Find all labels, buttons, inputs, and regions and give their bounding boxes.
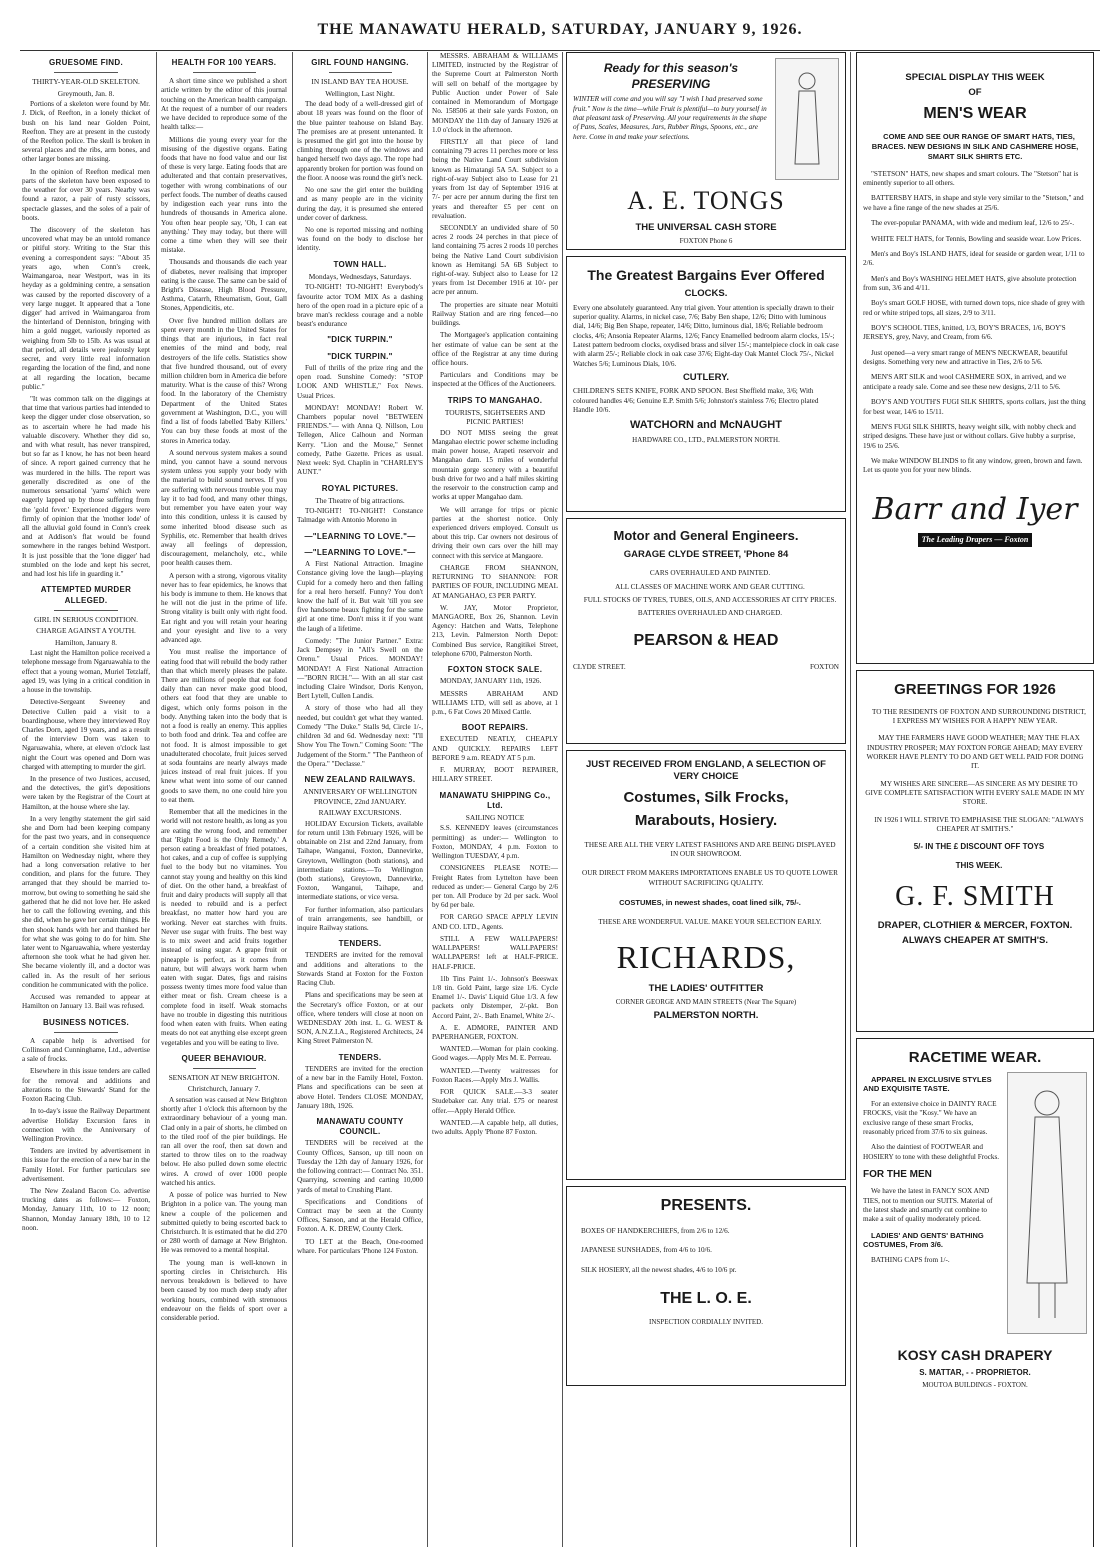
ad-title: GREETINGS FOR 1926	[894, 681, 1056, 698]
ad-subtitle: ALWAYS CHEAPER AT SMITH'S.	[901, 934, 1048, 946]
ad-title: PRESENTS.	[660, 1197, 752, 1214]
ad-line: THIS WEEK.	[955, 860, 1003, 870]
ad-line: THESE ARE ALL THE VERY LATEST FASHIONS AND ARE BEING DISPLAYED IN OUR SHOWROOM.	[584, 840, 836, 859]
film-title: "DICK TURPIN."	[327, 351, 393, 361]
ad-heading: CLOCKS.	[684, 288, 728, 300]
paragraph: SECONDLY an undivided share of 50 acres 2 roods 24 perches in that piece of land containing 75 acres 2 roods 10 perches being the Native Land Court subdivision known as Hemitangi 5A 6B Subject to right-of-way. Subject also to Lease for 12 years from 1st December 1916 at 10/- per acre per annum.	[432, 223, 558, 297]
ad-title: Ready for this season's PRESERVING	[603, 61, 739, 91]
column-rule	[562, 52, 563, 1547]
dateline: Wellington, Last Night.	[325, 88, 395, 98]
paragraph: Tenders are invited by advertisement in this issue for the erection of a new bar in the Family Hotel. For further particulars see advertisement.	[22, 1147, 150, 1183]
ad-line: We make WINDOW BLINDS to fit any window, green, brown and fawn. Let us quote you for your new blinds.	[863, 457, 1083, 475]
ad-line: THESE ARE WONDERFUL VALUE. MAKE YOUR SELECTION EARLY.	[598, 917, 822, 926]
subheadline: The Theatre of big attractions.	[315, 495, 405, 505]
paragraph: In a very lengthy statement the girl said she and Dorn had been keeping company for the past two years, and in consequence of a certain condition she visited him at Hamilton on Wednesday night, where they had a long conversation relative to her condition, and plans for the future. They arranged that they should be married to-morrow, but owing to something he said she gathered that he did not love her. He asked her to call the following evening, and this she did, when he gave her certain things. He then shook hands with her and thanked her for what she was going to do for him. She later went to Ngaruawahia, where yesterday afternoon she took what he had given her. She became violently ill, and a doctor was called in. As the result of her serious condition he communicated with the police.	[22, 814, 150, 989]
dateline: Christchurch, January 7.	[187, 1084, 261, 1094]
paragraph: The properties are situate near Motuiti Railway Station and are ring fenced—no buildings.	[432, 300, 558, 328]
ad-line: COME AND SEE OUR RANGE OF SMART HATS, TIES, BRACES. NEW DESIGNS IN SILK AND CASHMERE HOSE, SMART SILK SHIRTS ETC.	[871, 132, 1079, 161]
subheadline: SENSATION AT NEW BRIGHTON.	[168, 1073, 280, 1082]
subheadline: CHARGE AGAINST A YOUTH.	[36, 626, 136, 636]
paragraph: In the presence of two Justices, accused, and the detectives, the girl's depositions were taken by the Registrar of the Court at Hamilton, at the house where she lay.	[22, 775, 150, 811]
paragraph: "It was common talk on the diggings at that time that various parties had intended to keep the digger under close observation, so as to ascertain where he had made his valuable discovery. Whether they did so, and with what result, has never transpired, but so far as I know, he has not been heard of since. A report gained currency that he was murdered in the hills. The report was generally discredited as one of the numerous sensational 'yarns' which were eagerly lapped up by those suffering from the 'gold fever.' Experienced diggers were firmly of opinion that the 'mother lode' of all the alluvial gold found in Conn's creek and at Addison's flat would be found somewhere in the ranges behind Westport. It is just possible that the 'lone digger' had stumbled on the lode and kept his secret, and had lost his life in guarding it."	[22, 394, 150, 579]
dateline: Greymouth, Jan. 8.	[57, 88, 115, 98]
ad-subtitle: PALMERSTON NORTH.	[653, 1010, 759, 1022]
dateline: Hamilton, January 8.	[55, 637, 117, 647]
paragraph: Over five hundred million dollars are spent every month in the United States for things that are injurious, in fact real enemies of the mind and body, real destroyers of the life cells. Statistics show that five hundred thousand, out of every million children born in America die before maturity. What is the cause of this? Wrong food. In the laboratory of the Chemistry Department of the United States government at Washington, D.C., you will find a list of foods labelled 'Baby Killers.' You can buy these foods at most of the stores in America today.	[161, 316, 287, 445]
paragraph: WANTED.—Woman for plain cooking. Good wages.—Apply Mrs M. E. Perreau.	[432, 1045, 558, 1063]
ad-title: RACETIME WEAR.	[908, 1049, 1042, 1066]
column-2	[161, 52, 287, 1547]
ad-kosy	[856, 1038, 1094, 1547]
ad-top: JUST RECEIVED FROM ENGLAND, A SELECTION OF VERY CHOICE	[586, 759, 826, 783]
ad-line: Men's and Boy's ISLAND HATS, ideal for seaside or garden wear, 1/11 to 2/6.	[863, 249, 1085, 268]
ad-name: RICHARDS,	[616, 939, 796, 976]
headline: ATTEMPTED MURDER ALLEGED.	[40, 585, 132, 605]
lady-illustration	[1007, 1072, 1087, 1334]
headline: MANAWATU SHIPPING Co., Ltd.	[439, 790, 551, 810]
paragraph: Elsewhere in this issue tenders are called for the removal and additions and alterations to the Stewards' Stand for the Foxton Racing Club.	[22, 1067, 150, 1104]
paragraph: MESSRS. ABRAHAM & WILLIAMS LIMITED, instructed by the Registrar of the Supreme Court at Palmerston North will sell on behalf of the mortgagee by Public Auction under Power of Sale contained in Memorandum of Mortgage No. 158506 at their sale yards Foxton, on MONDAY the 11th day of January 1926 at 1.0 o'clock in the afternoon.	[432, 52, 558, 134]
headline: BOOT REPAIRS.	[461, 723, 529, 733]
subheadline: GIRL IN SERIOUS CONDITION.	[33, 614, 138, 624]
column-1	[22, 52, 150, 1547]
paragraph: TENDERS are invited for the removal and additions and alterations to the Stewards Stand at Foxton for the Foxton Racing Club.	[297, 951, 423, 988]
paragraph: 1lb Tins Paint 1/-. Johnson's Beeswax 1/8 tin. Gold Paint, large size 1/6. Cycle Enamel 1/-. Davis' Liquid Glue 1/3. A few packets only Distemper, 2/-pkt. Bon Accord Paint, 2/-. Bath Enamel, White 2/-.	[432, 974, 558, 1020]
paragraph: CHARGE FROM SHANNON, RETURNING TO SHANNON: FOR PARTIES OF FOUR, INCLUDING MEAL AT MANGAHAO, £3 PER PARTY.	[432, 563, 558, 600]
paragraph: In to-day's issue the Railway Department advertise Holiday Excursion fares in connection with the Anniversary of Wellington Province.	[22, 1107, 150, 1143]
headline: TOWN HALL.	[333, 259, 387, 269]
ad-line: We have the latest in FANCY SOX AND TIES, not to mention our SUITS. Material of the latest shade and smartly cut combine to make a suit of quality moderately priced.	[863, 1187, 993, 1224]
paragraph: Comedy: "The Junior Partner." Extra: Jack Dempsey in "All's Swell on the Orenu." Usual Prices. MONDAY! MONDAY! A First National Attraction —"BORN RICH."— With an all star cast including Claire Windsor, Doris Kenyon, Bert Lytell, Cullen Landis.	[297, 636, 423, 701]
ad-line: 5/- IN THE £ DISCOUNT OFF TOYS	[913, 842, 1045, 852]
ad-line: BATTERSBY HATS, in shape and style very similar to the "Stetson," and we have a fine range of the new shades at 25/6.	[863, 194, 1084, 212]
ad-place-left: CLYDE STREET.	[573, 663, 626, 672]
paragraph: Specifications and Conditions of Contract may be seen at the County Offices, Sanson, and at the Herald Office, Foxton. A. K. DREW, County Clerk.	[297, 1197, 423, 1234]
paragraph: DO NOT MISS seeing the great Mangahao electric power scheme including main power house, Arapeti reservoir and Mangahao dam. 15 miles of wonderful mountain gorge scenery with a beautiful bush drive for two and a half miles skirting the reservoir to the construction camp and works at upper Mangahao dam.	[432, 428, 558, 502]
ad-body: CHILDREN'S SETS KNIFE, FORK AND SPOON. Best Sheffield make, 3/6; With coloured handles 4/6; Genuine E.P. Smith 5/6; Johnston's stainless 7/6; Electro plated Handle 10/6.	[573, 387, 819, 415]
column-4	[432, 52, 558, 1547]
column-rule	[156, 52, 157, 1547]
ad-line: Just opened—a very smart range of MEN'S NECKWEAR, beautiful designs. Something very new and attractive in Ties, 2/6 to 5/6.	[863, 348, 1068, 367]
ad-line: COSTUMES, in newest shades, coat lined silk, 75/-.	[619, 898, 801, 908]
divider	[54, 610, 118, 611]
ad-subtitle: CORNER GEORGE AND MAIN STREETS (Near The Square)	[615, 998, 797, 1007]
ad-top: SPECIAL DISPLAY THIS WEEK	[905, 72, 1045, 83]
paragraph: No one saw the girl enter the building and as many people are in the vicinity during the day, it is presumed she entered under cover of darkness.	[297, 186, 423, 222]
paragraph: EXECUTED NEATLY, CHEAPLY AND QUICKLY. REPAIRS LEFT BEFORE 9 a.m. READY AT 5 p.m.	[432, 735, 558, 762]
column-rule	[427, 52, 428, 1547]
ad-top: OF	[968, 87, 982, 99]
paragraph: Accused was remanded to appear at Hamilton on January 13. Bail was refused.	[22, 993, 150, 1011]
ad-name: WATCHORN and McNAUGHT	[630, 419, 782, 432]
paragraph: TO LET at the Beach, One-roomed whare. For particulars 'Phone 124 Foxton.	[297, 1237, 423, 1255]
headline: GIRL FOUND HANGING.	[311, 58, 409, 67]
film-title: —"LEARNING TO LOVE."—	[304, 547, 416, 557]
ad-line: BOY'S SCHOOL TIES, knitted, 1/3, BOY'S BRACES, 1/6, BOY'S JERSEYS, grey, Navy, and Cream, from 6/6.	[863, 324, 1066, 342]
ad-name: KOSY CASH DRAPERY	[897, 1346, 1053, 1363]
subheadline: Mondays, Wednesdays, Saturdays.	[308, 271, 412, 281]
headline: QUEER BEHAVIOUR.	[181, 1053, 267, 1063]
paragraph: A First National Attraction. Imagine Constance giving love the laugh—playing Cupid for a comedy hero and then falling for a real hero herself. Funny? You don't know the half of it. But wait 'till you see five handsome beaux fighting for the same girl at one time. Don't miss it if you want the laugh of a lifetime.	[297, 560, 423, 633]
ad-smith	[856, 670, 1094, 1032]
column-rule	[850, 52, 851, 1547]
ad-line: For an extensive choice in DAINTY RACE FROCKS, visit the "Kosy." We have an exclusive range of these smart Frocks, reasonably priced from 37/6 to six guineas.	[863, 1100, 997, 1137]
paragraph: WANTED.—A capable help, all duties, two adults. Apply 'Phone 87 Foxton.	[432, 1118, 558, 1137]
ad-line: APPAREL IN EXCLUSIVE STYLES AND EXQUISITE TASTE.	[863, 1074, 992, 1094]
paragraph: FOR CARGO SPACE APPLY LEVIN AND CO. LTD., Agents.	[432, 913, 558, 931]
paragraph: MONDAY, JANUARY 11th, 1926.	[440, 677, 542, 686]
divider	[329, 72, 392, 73]
paragraph: W. JAY, Motor Proprietor, MANGAORE, Box 26, Shannon. Levin Agency: Hatchen and Watts, Telephone 213, Levin. Palmerston North Depot: Combined Bus service, Rangitikei Street, telephone 6700, Palmerston North.	[432, 603, 558, 658]
column-5-ads	[566, 52, 846, 1547]
ad-place	[573, 663, 839, 672]
paragraph: Portions of a skeleton were found by Mr. J. Dick, of Reefton, in a lonely thicket of bush on his land near Golden Point, Reefton. They are at present in the custody of the Reefton police. The skull is broken in several places and the ribs, arm bones, and other larger bones are missing.	[22, 100, 150, 164]
ad-line: LADIES' AND GENTS' BATHING COSTUMES, From 3/6.	[863, 1230, 984, 1250]
ad-place: FOXTON Phone 6	[679, 237, 733, 246]
subheadline: IN ISLAND BAY TEA HOUSE.	[311, 77, 409, 87]
woman-icon	[787, 69, 827, 169]
ad-logo: Barr and Iyer	[872, 491, 1078, 527]
ad-footer: INSPECTION CORDIALLY INVITED.	[649, 1317, 763, 1326]
paragraph: A. E. ADMORE, PAINTER AND PAPERHANGER, FOXTON.	[432, 1023, 558, 1042]
ad-barr-iyer	[856, 52, 1094, 664]
ad-heading: FOR THE MEN	[863, 1169, 932, 1181]
ad-place-right: FOXTON	[809, 663, 839, 672]
paragraph: A sensation was caused at New Brighton shortly after 1 o'clock this afternoon by the extraordinary behaviour of a young man. Clad only in a pair of shorts, he climbed on to the tiled roof of the pier buildings. He ran all over the roof, then sat down and started to throw tiles on to the roadway below. He also pulled down some electric wires. A crowd of over 1000 people watched his antics.	[161, 1095, 287, 1187]
ad-line: OUR DIRECT FROM MAKERS IMPORTATIONS ENABLE US TO QUOTE LOWER WITHOUT SACRIFICING QUALITY.	[582, 869, 838, 887]
paragraph: You must realise the importance of eating food that will rebuild the body rather than that which merely pleases the palate. There are millions of people that eat food daily than can never make good blood, others eat food that they are unable to digest, which only forms poison in the body. Anything taken into the body that is not a food is really an enemy. This applies to both food and drink. Tea and coffee are not food. It is almost impossible to get unadulterated chocolate, fruit juices served at soda fountains are nearly always made juices instead of real fruit juices. If you knew what went into some of our canned goods to save them, no one could hire you to eat them.	[161, 648, 287, 804]
ad-name: THE L. O. E.	[660, 1289, 752, 1307]
headline: GRUESOME FIND.	[49, 58, 123, 67]
ad-line: BOXES OF HANDKERCHIEFS, from 2/6 to 12/6.	[581, 1226, 730, 1235]
paragraph: The young man is well-known in sporting circles in Christchurch. His nervous breakdown is believed to have been caused by too much deep study after working hours, combined with strenuous endeavour on the fields of sport over a considerable period.	[161, 1258, 287, 1322]
ad-title: Marabouts, Hosiery.	[634, 812, 778, 830]
ad-name: G. F. SMITH	[895, 881, 1055, 913]
paragraph: Particulars and Conditions may be inspected at the Offices of the Auctioneers.	[432, 371, 558, 389]
ad-name: A. E. TONGS	[627, 186, 785, 215]
ad-line: Boy's smart GOLF HOSE, with turned down tops, nice shade of grey with red or white striped tops, all sizes, 2/9 to 3/11.	[863, 299, 1085, 317]
paragraph: A posse of police was hurried to New Brighton in a police van. The young man knew a couple of the policemen and submitted quietly to being escorted back to Christchurch. It is estimated that he did 270 or 280 worth of damage at New Brighton. He was removed to a mental hospital.	[161, 1191, 287, 1255]
headline: ROYAL PICTURES.	[321, 483, 399, 493]
divider	[54, 72, 118, 73]
ad-heading: CUTLERY.	[682, 372, 730, 384]
paragraph: Detective-Sergeant Sweeney and Detective Cullen paid a visit to a boardinghouse, where they interviewed Roy Charles Dorn, aged 19 years, and as a result of the interview Dorn was taken to Ngaruawahia, where, at eleven o'clock last night the Court was opened and Dorn was charged with attempting to murder the girl.	[22, 698, 150, 771]
subheadline: THIRTY-YEAR-OLD SKELETON.	[32, 77, 140, 87]
column-3	[297, 52, 423, 1547]
paragraph: S.S. KENNEDY leaves (circumstances permitting) as under:— Wellington to Foxton, MONDAY, 4 p.m. Foxton to Wellington TUESDAY, 4 p.m.	[432, 824, 558, 861]
headline: BUSINESS NOTICES.	[42, 1017, 129, 1027]
paragraph: STILL A FEW WALLPAPERS! WALLPAPERS! WALLPAPERS! WALLPAPERS! left at HALF-PRICE. HALF-PRICE.	[432, 934, 558, 971]
paragraph: A short time since we published a short article written by the editor of this journal touching on the American health campaign. At the request of a number of our readers we have decided to reproduce some of the health talks:—	[161, 77, 287, 132]
ad-body: Every one absolutely guaranteed. Any trial given. Your attention is specially drawn to their superior quality. Alarms, in nickel case, 7/6; Baby Ben shape, 12/6; Ditto with luminous dial, 14/6; Big Ben Shape, repeater, 14/6; Ditto, luminous dial, 18/6; Reliable bedroom clocks, 4/6; Ansonia Repeater Alarms, 12/6; Fancy Enamelled bedroom alarm clocks, 15/-; Latest pattern bedroom clocks, oxydised brass and silver 15/-; mantelpiece clock in oak case with alarm 25/-; Reliable clock in oak case 37/6; Eight-day Oak Mantel Clock 75/-, Nickel Watches 5/6; Luminous Dials, 10/6.	[573, 303, 839, 368]
paragraph: Millions die young every year for the misusing of the digestive organs. Eating foods that have no food value and our list of these is very large. Eating foods that are adulterated and that contain preservatives, together with wrong combinations of our perfect foods. The number of deaths caused by indigestion each year runs into the hundreds of thousands in America alone. You often hear people say, 'Oh, I can eat anything.' They may today, but there will come a time when they will see their mistake.	[161, 135, 287, 255]
paragraph: Thousands and thousands die each year of diabetes, never realising that improper eating is the cause. The same can be said of Bright's Disease, High Blood Pressure, Asthma, Catarrh, Rheumatism, Gout, Gall Stones, Appendicitis, etc.	[161, 258, 287, 313]
ad-logo-sub: The Leading Drapers — Foxton	[918, 533, 1033, 547]
paragraph: A person with a strong, vigorous vitality never has to fear epidemics, he knows that his body is immune to them. He knows that he will not die just in the prime of life. Strong vitality is built only with right food. Eat right and you will retain your hearing and your eyesight and live to a very advanced age.	[161, 571, 287, 645]
subheadline: SAILING NOTICE	[465, 812, 525, 822]
paragraph: TO-NIGHT! TO-NIGHT! Constance Talmadge with Antonio Moreno in	[297, 507, 423, 525]
paragraph: HOLIDAY Excursion Tickets, available for return until 13th February 1926, will be obtainable on 21st and 22nd January, from Taihape, Wanganui, Foxton, Dannevirke, Greytown, Wellington (both stations), and intermediate stations.—To Wellington (both stations), Greytown, Dannevirke, Foxton, Wanganui, Taihape, and intermediate stations, or vice versa.	[297, 819, 423, 902]
headline: NEW ZEALAND RAILWAYS.	[304, 774, 416, 784]
ad-line: BATTERIES OVERHAULED AND CHARGED.	[637, 609, 783, 618]
ad-subtitle: THE UNIVERSAL CASH STORE	[635, 221, 777, 233]
paragraph: Remember that all the medicines in the world will not restore health, as long as you are eating the wrong food, and remember that 'Right Food is the Only Remedy.' A person eating a breakfast of fried potatoes, hot cakes, and a cup of coffee is supplying fuel to the body but no vitamines. You cannot stay young and healthy on this kind of diet. On the other hand, a breakfast of fruit and dairy products will supply all that is needed to rebuild and is a perfect breakfast, no matter how hard you are working. Never eat starches with fruits. Never use sugar with fruits. The best way is to mix sweet and acid fruits together instead of using sugar. A grape fruit or pineapple is perfect, as it comes from nature, but will always work harm when eaten with sugar. Dates, figs and raisins possess twenty times more food value than either meat or fish. Cream cheese is a complete food in itself. Weak stomachs have no trouble in digesting this nutritious food when eaten with fruits. When eating meats do not eat anything else except green vegetables and you will be eating to live.	[161, 808, 287, 1047]
paragraph: F. MURRAY, BOOT REPAIRER, HILLARY STREET.	[432, 766, 558, 784]
paragraph: Full of thrills of the prize ring and the open road. Sunshine Comedy: "STOP LOOK AND WHISTLE," Fox News. Usual Prices.	[297, 363, 423, 400]
paragraph: TO-NIGHT! TO-NIGHT! Everybody's favourite actor TOM MIX As a dashing hero of the open road in a picture epic of a brave man's reckless courage and a noble beast's endurance	[297, 283, 423, 329]
ad-line: WHITE FELT HATS, for Tennis, Bowling and seaside wear. Low Prices.	[871, 234, 1082, 243]
paragraph: Last night the Hamilton police received a telephone message from Ngaruawahia to the effect that a young woman, Muriel Tetzlaff, aged 19, was lying in a critical condition in a house in the township.	[22, 649, 150, 695]
paragraph: MONDAY! MONDAY! Robert W. Chambers popular novel "BETWEEN FRIENDS."— with Anna Q. Nillson, Lou Tellegen, Alice Calhoun and Norman Kerry. "Lion and the Mouse," Sennet comedy, Pathe Gazette. Prices as usual. Next week: Syd. Chaplin in "CHARLEY'S AUNT."	[297, 403, 423, 477]
divider	[193, 72, 256, 73]
ad-subtitle: MOUTOA BUILDINGS - FOXTON.	[922, 1381, 1028, 1390]
paragraph: The New Zealand Bacon Co. advertise trucking dates as follows:— Foxton, Monday, January 11th, 10 to 12 noon; Shannon, Monday January 18th, 10 to 12 noon.	[22, 1187, 150, 1232]
paragraph: In the opinion of Reefton medical men parts of the skeleton have been exposed to the weather for over 30 years. Nearby was found a razor, a pair of rusty scissors, spectacle glasses, and the soles of a pair of boots.	[22, 167, 150, 222]
ad-line: Men's and Boy's WASHING HELMET HATS, give absolute protection from sun, 3/6 and 4/11.	[863, 274, 1077, 292]
ad-line: MEN'S FUGI SILK SHIRTS, heavy weight silk, with nobby check and striped designs. These have just or without collars. Give hubby a surprise, 19/6 to 25/6.	[863, 422, 1076, 450]
headline: TRIPS TO MANGAHAO.	[447, 395, 543, 405]
column-6-ads	[856, 52, 1094, 1547]
column-rule	[292, 52, 293, 1547]
headline: FOXTON STOCK SALE.	[447, 665, 543, 675]
paragraph: The dead body of a well-dressed girl of about 18 years was found on the floor of the blue painter teahouse on Island Bay. The premises are at present untenanted. It is presumed the girl got into the house by climbing through one of the windows and hanged herself two days ago. The rope had apparently broken for portion was found on the floor. A noose was round the girl's neck.	[297, 100, 423, 182]
ad-line: MEN'S ART SILK and wool CASHMERE SOX, in arrived, and we anticipate a ready sale. Come and see these new designs, 2/11 to 5/6.	[863, 373, 1067, 391]
ad-line: MAY THE FARMERS HAVE GOOD WEATHER; MAY THE FLAX INDUSTRY PROSPER; MAY FOXTON FORGE AHEAD; MAY EVERY WORKER HAVE PLENTY TO DO AND GET WELL PAID FOR DOING IT.	[866, 734, 1084, 771]
ad-title: MEN'S WEAR	[923, 104, 1027, 122]
ad-line: Also the daintiest of FOOTWEAR and HOSIERY to tone with these delightful Frocks.	[863, 1143, 1000, 1161]
ad-tongs	[566, 52, 846, 250]
ad-subtitle: DRAPER, CLOTHIER & MERCER, FOXTON.	[877, 919, 1073, 931]
paragraph: FIRSTLY all that piece of land containing 79 acres 11 perches more or less being the Native Land Court subdivision known as Himatangi 5A 5A. Subject to a right-of-way Subject also to Lease for 21 years from 1st day of September 1916 at 7/- per acre per annum during the first ten years and thereafter £5 per cent on revaluation.	[432, 137, 558, 220]
headline: TENDERS.	[338, 1052, 382, 1062]
paragraph: WANTED.—Twenty waitresses for Foxton Races.—Apply Mrs J. Wallis.	[432, 1066, 558, 1084]
ad-line: IN 1926 I WILL STRIVE TO EMPHASISE THE SLOGAN: "ALWAYS CHEAPER AT SMITH'S."	[874, 815, 1084, 834]
ad-subtitle: GARAGE CLYDE STREET, 'Phone 84	[623, 548, 789, 560]
ad-subtitle: HARDWARE CO., LTD., PALMERSTON NORTH.	[632, 435, 780, 444]
divider	[193, 1068, 256, 1069]
paragraph: The discovery of the skeleton has uncovered what may be an untold romance or pitiful story. Writing to the Star this evening a correspondent says: "About 35 years ago, when Conn's creek, Waimangaroa, near Westport, was in its heyday as a goldmining centre, a sensation was caused by the reported discovery of a very large nugget. It appeared that a 'lone digger' had arrived in Waimangaroa from the hinterland of Denniston, bringing with him a gold nugget, variously reported as weighing from 5lb to 15lb. As was usual at that period, all details were jealously kept secret, and very little real information regarding the location of the find, and none at all regarding the location, became public."	[22, 226, 150, 391]
masthead	[20, 10, 1100, 51]
ad-title: Motor and General Engineers.	[613, 528, 799, 543]
ad-subtitle: S. MATTAR, - - PROPRIETOR.	[919, 1367, 1031, 1377]
ad-line: TO THE RESIDENTS OF FOXTON AND SURROUNDING DISTRICT, I EXPRESS MY WISHES FOR A HAPPY NEW YEAR.	[872, 707, 1086, 725]
ad-title: The Greatest Bargains Ever Offered	[587, 267, 825, 283]
paragraph: For further information, also particulars of train arrangements, see handbill, or inquire Railway stations.	[297, 905, 423, 933]
ad-richards	[566, 750, 846, 1180]
film-title: "DICK TURPIN."	[327, 335, 393, 345]
paragraph: A capable help is advertised for Collinson and Cunninghame, Ltd., advertise a sale of frocks.	[22, 1036, 150, 1064]
paragraph: MESSRS ABRAHAM AND WILLIAMS LTD, will sell as above, at 1 p.m., 6 Fat Cows 20 Mixed Cattle.	[432, 689, 558, 716]
ad-line: FULL STOCKS OF TYRES, TUBES, OILS, AND ACCESSORIES AT CITY PRICES.	[583, 595, 837, 604]
ad-body: WINTER will come and you will say "I wish I had preserved some fruit." Now is the time—while Fruit is plentiful—to bury yourself in that pleasant task of Preserving. All your requirements in the shape of Pans, Scales, Measures, Jars, Rubber Rings, Spoons, etc., are here. Come in and make your selections.	[573, 95, 767, 141]
subheadline: TOURISTS, SIGHTSEERS AND PICNIC PARTIES!	[444, 407, 546, 427]
paragraph: We will arrange for trips or picnic parties at the shortest notice. Only experienced drivers employed. Consult us about this trip. Car owners not desirous of driving their own cars over the hill may connect with this service at Mangaore.	[432, 505, 558, 560]
paragraph: FOR QUICK SALE.—3-3 seater Studebaker car. Any trial. £75 or nearest offer.—Apply Herald Office.	[432, 1088, 558, 1115]
film-title: —"LEARNING TO LOVE."—	[304, 531, 416, 541]
ad-line: ALL CLASSES OF MACHINE WORK AND GEAR CUTTING.	[615, 582, 805, 591]
ad-title: Costumes, Silk Frocks,	[623, 788, 789, 806]
divider	[54, 1032, 118, 1033]
ad-line: JAPANESE SUNSHADES, from 4/6 to 10/6.	[581, 1246, 712, 1255]
ad-loe	[566, 1186, 846, 1386]
ad-line: "STETSON" HATS, new shapes and smart colours. The "Stetson" hat is eminently superior to all others.	[863, 169, 1079, 188]
ad-line: BOY'S AND YOUTH'S FUGI SILK SHIRTS, sports collars, just the thing for best wear, 14/6 to 15/11.	[863, 398, 1086, 416]
ad-line: The ever-popular PANAMA, with wide and medium leaf, 12/6 to 25/-.	[871, 219, 1074, 228]
ad-line: MY WISHES ARE SINCERE—AS SINCERE AS MY DESIRE TO GIVE COMPLETE SATISFACTION WITH EVERY SALE MADE IN MY STORE.	[865, 779, 1085, 807]
headline: TENDERS.	[338, 939, 382, 949]
ad-name: PEARSON & HEAD	[633, 631, 779, 649]
paragraph: TENDERS will be received at the County Offices, Sanson, up till noon on Tuesday the 12th day of January 1926, for the following contract:— Contract No. 351. Quarrying, screening and carting 10,000 yards of metal to Crushing Plant.	[297, 1139, 423, 1194]
subheadline: ANNIVERSARY OF WELLINGTON PROVINCE, 22nd JANUARY.	[302, 787, 417, 806]
ad-line: BATHING CAPS from 1/-.	[871, 1256, 950, 1265]
paragraph: TENDERS are invited for the erection of a new bar in the Family Hotel, Foxton. Plans and specifications can be seen at above Hotel. Tenders CLOSE MONDAY, January 18th, 1926.	[297, 1064, 423, 1110]
paragraph: Plans and specifications may be seen at the Secretary's office Foxton, or at our office, where tenders will close at noon on WEDNESDAY 20th inst. L. G. WEST & SON, A.N.Z.I.A., Registered Architects, 24 King Street Palmerston N.	[297, 991, 423, 1046]
ad-watchorn	[566, 256, 846, 512]
lady-icon	[1017, 1083, 1077, 1323]
ad-pearson-head	[566, 518, 846, 744]
paragraph: CONSIGNEES PLEASE NOTE:— Freight Rates from Lyttelton have been reduced as under:— General Cargo by 2/6 per ton. All Produce by 2d per sack. Wool by 6d per bale.	[432, 864, 558, 910]
paragraph: The Mortgagee's application containing her estimate of value can be sent at the office of the Registrar at any time during office hours.	[432, 331, 558, 367]
paragraph: No one is reported missing and nothing was found on the body to disclose her identity.	[297, 226, 423, 253]
paragraph: A sound nervous system makes a sound mind, you cannot have a sound nervous system unless you supply your body with the material to build sound nerves. If you are suffering with nervous trouble you may lay it to bad food, and many other things, but remember you have eaten your way into this condition, unless it is caused by some inherited blood disease such as Syphilis, etc. Remember that health drives away all feelings of depression, discouragement, melancholy, etc., while poor health causes them.	[161, 448, 287, 568]
paragraph: A story of those who had all they needed, but couldn't get what they wanted. Comedy "The Duke." Stalls 9d, Circle 1/-, children 3d and 6d. Wednesday next: "I'll Show You The Town." Coming Soon: "The Judgement of the Storm." "The Pantheon of the Opera." "Declasse."	[297, 704, 423, 768]
subheadline: RAILWAY EXCURSIONS.	[318, 808, 402, 818]
ad-subtitle: THE LADIES' OUTFITTER	[648, 982, 764, 994]
headline: MANAWATU COUNTY COUNCIL.	[316, 1117, 404, 1137]
masthead-title: THE MANAWATU HERALD, SATURDAY, JANUARY 9, 1926.	[317, 21, 803, 38]
ad-line: CARS OVERHAULED AND PAINTED.	[649, 569, 771, 578]
headline: HEALTH FOR 100 YEARS.	[171, 58, 277, 67]
woman-illustration	[775, 58, 839, 180]
ad-line: SILK HOSIERY, all the newest shades, 4/6 to 10/6 pr.	[581, 1265, 737, 1274]
